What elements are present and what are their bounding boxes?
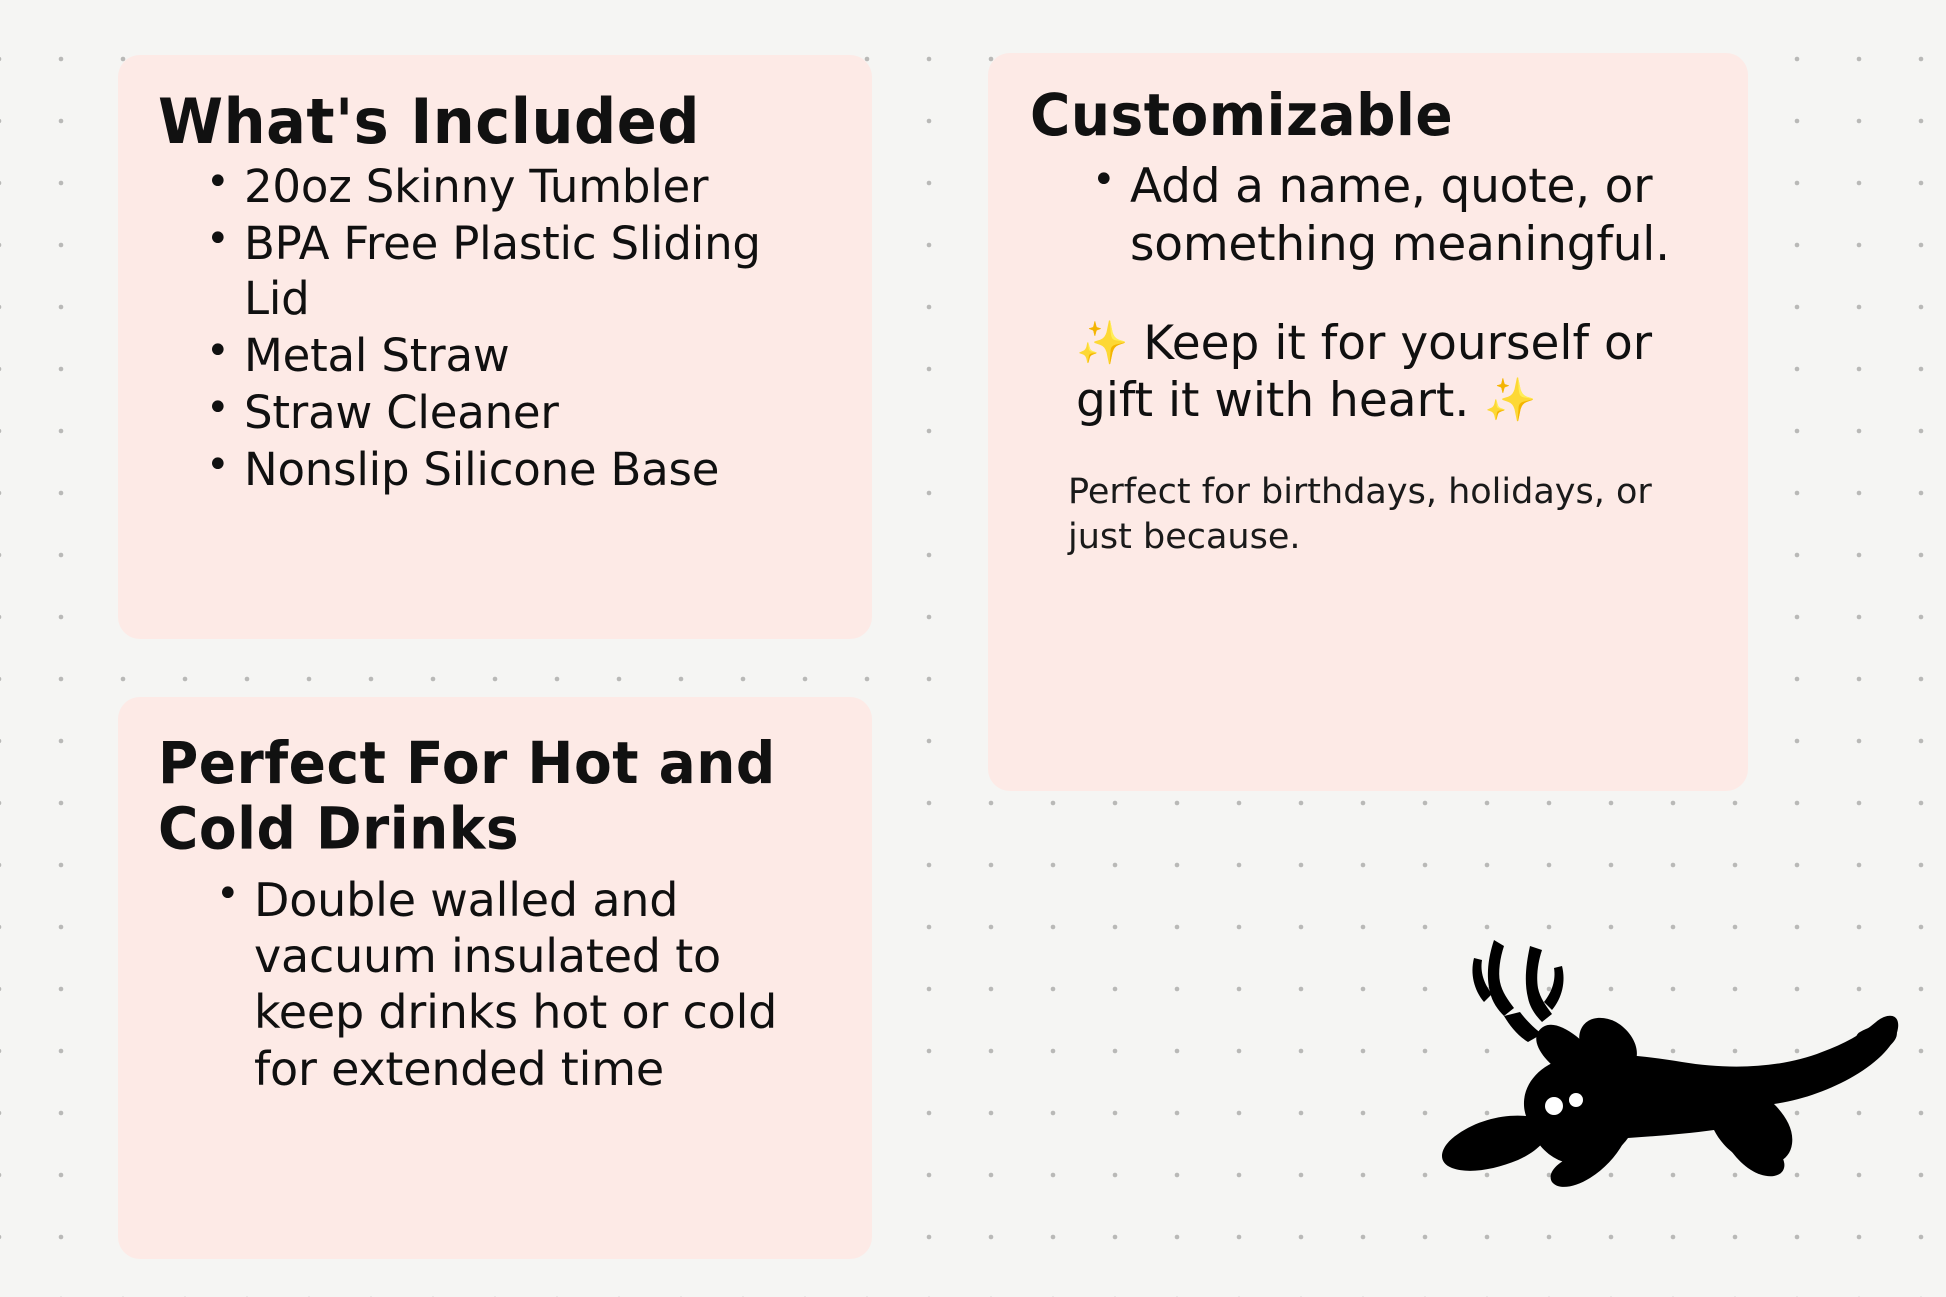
list-item: • Add a name, quote, or something meaningful. (1130, 158, 1706, 273)
card-perfect-for-hot-and-cold-drinks (118, 697, 872, 1259)
jackalope-icon (1430, 940, 1900, 1210)
whats-included-list (158, 160, 832, 497)
sparkles-icon-left: ✨ (1076, 317, 1129, 367)
hot-cold-list (158, 872, 832, 1096)
list-item: • Straw Cleaner (244, 386, 832, 441)
customizable-list (1030, 158, 1706, 273)
card-whats-included (118, 55, 872, 639)
card-title-hot-cold: Perfect For Hot and Cold Drinks (158, 728, 776, 863)
card-title-customizable: Customizable (1030, 80, 1454, 149)
card-customizable (988, 53, 1748, 791)
list-item: • BPA Free Plastic Sliding Lid (244, 217, 832, 327)
customizable-highlight-text: Keep it for yourself or gift it with heart. (1076, 315, 1653, 429)
sparkles-icon-right: ✨ (1484, 375, 1537, 425)
list-item: • 20oz Skinny Tumbler (244, 160, 832, 215)
list-item: • Nonslip Silicone Base (244, 443, 832, 498)
list-item: • Metal Straw (244, 329, 832, 384)
customizable-note: Perfect for birthdays, holidays, or just because. (1068, 471, 1652, 557)
list-item: • Double walled and vacuum insulated to keep drinks hot or cold for extended time (254, 872, 832, 1096)
customizable-highlight (1076, 315, 1696, 430)
card-title-whats-included: What's Included (158, 84, 700, 158)
